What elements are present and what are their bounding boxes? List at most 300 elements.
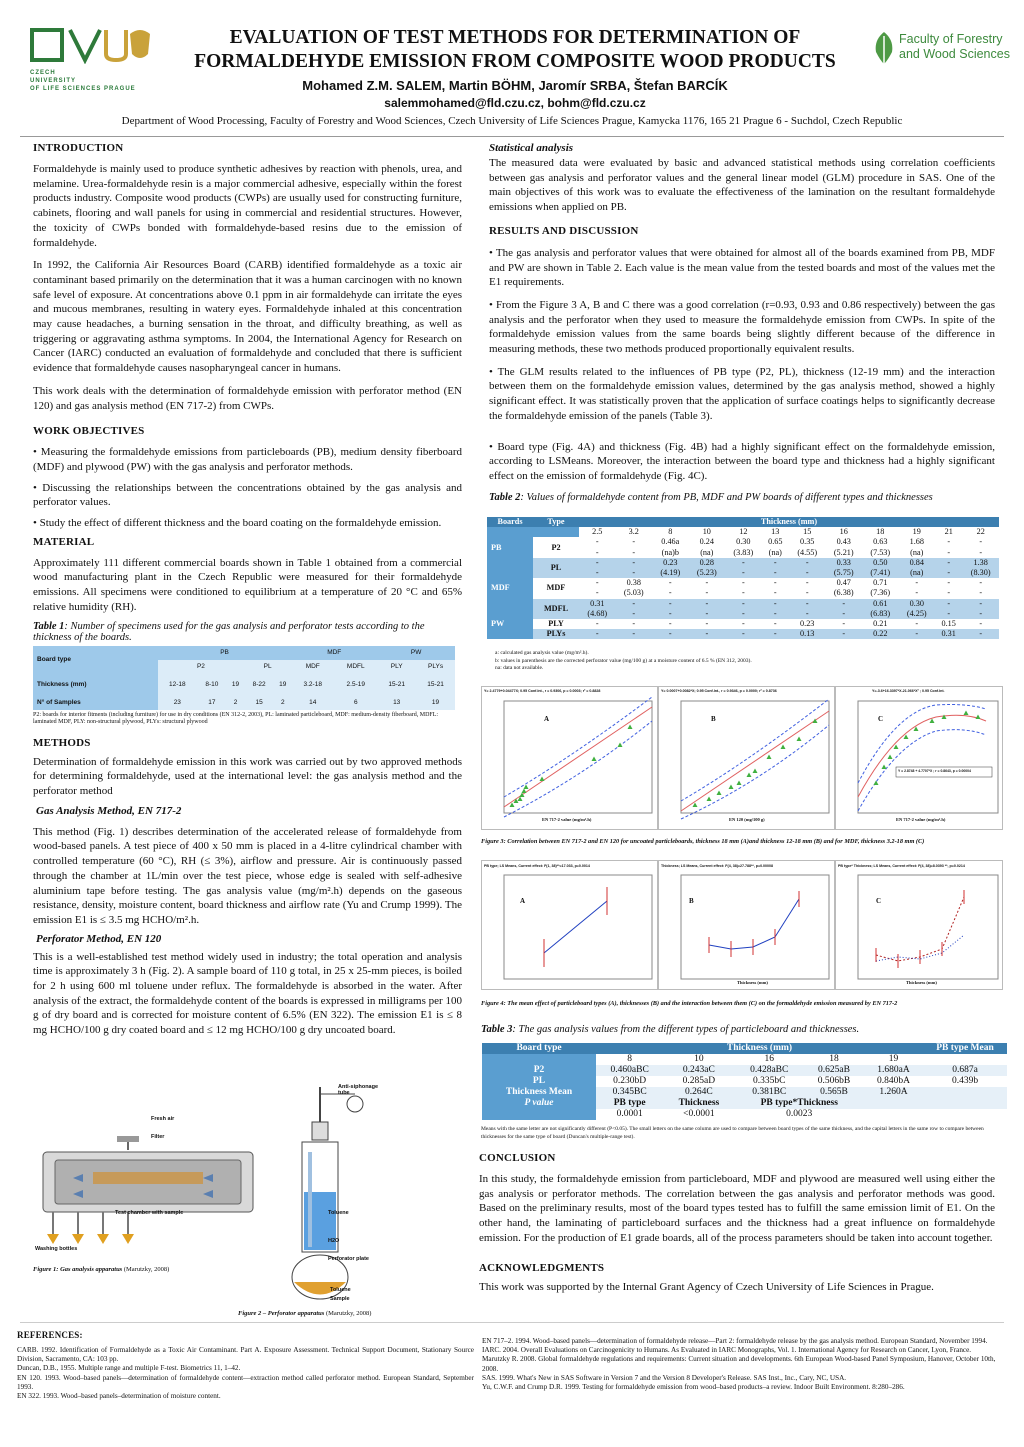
fig3c-letter: C [878, 715, 884, 723]
table2-cell: 0.35 [789, 537, 826, 547]
table2-cell: - [962, 578, 999, 588]
table2-cell: - [762, 568, 789, 578]
table2-cell: - [579, 568, 616, 578]
fig3a-letter: A [544, 715, 550, 723]
table2-type-label: MDFL [533, 599, 579, 619]
table2-cell: 0.31 [579, 599, 616, 609]
table2-cell: 0.63 [862, 537, 899, 547]
czu-logo [30, 24, 155, 92]
table2-cell: 1.38 [962, 558, 999, 568]
table2-cell: (4.68) [579, 609, 616, 619]
table2-cell: - [689, 619, 726, 629]
fig2-caption: Figure 2 – Perforator apparatus (Marutzky, 2008) [238, 1310, 372, 1317]
table2-type-label: PL [533, 558, 579, 578]
table2-cell: - [935, 599, 962, 609]
table2-cell: - [962, 619, 999, 629]
reference-item: EN 120. 1993. Wood–based panels—determination of formaldehyde content—extraction method called perforator method. European Standard, September 1993. [17, 1373, 474, 1391]
table2-notes [495, 650, 995, 673]
table3-p-val: <0.0001 [683, 1109, 715, 1119]
table3-mean-cell: 0.687a [952, 1065, 978, 1075]
table2-cell: - [616, 619, 653, 629]
table1-board-type-label: Board type [33, 646, 158, 674]
table2-cell: 0.61 [862, 599, 899, 609]
table1-type: PL [263, 663, 272, 671]
table1-cell: 14 [309, 699, 317, 707]
table2-cell: 0.13 [789, 629, 826, 639]
table3-cell: 0.345BC [612, 1087, 647, 1097]
right-column [489, 142, 995, 507]
table3-mean-cell [923, 1087, 1007, 1098]
conclusion-paragraph: In this study, the formaldehyde emission from particleboard, MDF and plywood are measured well using either the gas analysis or perforator methods. The correlation between the gas analysis and perforator methods was good. Based on the preliminary results, most of the board types tested has to fulfill the same emission limit of E1. On the other hand, the laminating of particleboard surfaces and the thickness had a great influence on formaldehyde emission. For the production of E1 grade boards, all of the process parameters should be taken into account together. [479, 1173, 995, 1244]
reference-item: IARC. 2004. Overall Evaluations on Carcinogenicity to Humans. As Evaluated in IARC Monographs, Vol. 1. International Agency for Research on Cancer, Lyon, France. [482, 1346, 972, 1355]
table1-cell: 6 [353, 699, 358, 707]
table3-thickness-cell: 8 [627, 1054, 633, 1064]
table2-head-boards: Boards [487, 517, 533, 527]
table2-type-label: PLY [533, 619, 579, 629]
fig3-panel-b-plot [659, 687, 834, 829]
table2-cell: - [725, 578, 762, 588]
table1-cell: 2 [280, 699, 285, 707]
table2-thickness-cell: 19 [899, 527, 936, 537]
fig4b-xlabel: Thickness (mm) [737, 980, 768, 985]
table3-cell: 1.260A [879, 1087, 908, 1097]
table2-board-label: PW [487, 619, 533, 629]
table1-cell: 19 [231, 681, 240, 689]
table2-cell: 0.65 [762, 537, 789, 547]
ack-heading: ACKNOWLEDGMENTS [479, 1261, 605, 1274]
table2-thickness-cell: 15 [789, 527, 826, 537]
table2-cell: - [725, 629, 762, 639]
fig1-label-chamber: Test chamber with sample [115, 1210, 184, 1216]
table2-cell: (5.23) [689, 568, 726, 578]
fig1-label-bottles: Washing bottles [35, 1246, 78, 1252]
conclusion-heading: CONCLUSION [479, 1152, 556, 1164]
fig3-panel-b [658, 686, 835, 830]
table3-row-label: P2 [482, 1065, 596, 1076]
table3-p-head: Thickness [678, 1098, 720, 1108]
stat-heading: Statistical analysis [489, 142, 574, 154]
fig2-label-sample: Sample [330, 1296, 350, 1302]
table2-cell: - [962, 609, 999, 619]
left-column [33, 142, 462, 1038]
perforator-method-paragraph: This is a well-established test method widely used in industry; the total operation and analysis time is approximately 3 h (Fig. 2). A sample board of 110 g total, in 25 x 25-mm pieces, is boiled for 2 h using 600 ml toluene under reflux. The formaldehyde is absorbed in the water. After analysis of the extract, the formaldehyde content of the boards is expressed in milligrams per 100 g of dry board and is corrected for moisture content of 6.5% (EN 322). The emission E1 is ≤ 8 mg HCHO/100 g dry coated board and ≤ 12 mg HCHO/100 g dry uncoated board. [33, 950, 462, 1037]
table2-cell: - [725, 619, 762, 629]
fig3-caption: Figure 3: Correlation between EN 717-2 and EN 120 for uncoated particleboards, thickness 18 mm (A)and thickness 12-18 mm (B) and for MDF, thickness 3.2-18 mm (C) [481, 838, 925, 845]
table3 [482, 1043, 1007, 1120]
table3-cell: 0.335bC [752, 1076, 786, 1086]
table2-cell: 0.23 [789, 619, 826, 629]
table2-board-label [487, 558, 533, 578]
table3-empty [923, 1054, 1007, 1065]
table2-cell: - [725, 609, 762, 619]
table2-cell: (5.75) [825, 568, 862, 578]
table1-cell: 15-21 [427, 681, 444, 689]
czu-logo-text: CZECH UNIVERSITY OF LIFE SCIENCES PRAGUE [30, 70, 136, 92]
table2-cell: - [579, 619, 616, 629]
table2-cell: - [935, 578, 962, 588]
table3-cell: 0.264C [685, 1087, 713, 1097]
fig2-label-siphon: Anti-siphonage tube [338, 1084, 379, 1096]
fig4a-title: PB type; LS Means, Current effect: F(1, 38)**=17.033, p=0.0014 [484, 864, 590, 868]
table2-cell: - [962, 588, 999, 598]
table3-cell: 0.460aBC [610, 1065, 649, 1075]
table3-cell: 0.243aC [682, 1065, 715, 1075]
fig3-panel-a-plot [482, 687, 657, 829]
table2-cell: - [616, 629, 653, 639]
table2-cell: (6.83) [862, 609, 899, 619]
fig4c-xlabel: Thickness (mm) [906, 980, 937, 985]
table2-cell: - [762, 578, 789, 588]
table3-cell: 0.506bB [817, 1076, 851, 1086]
table2-cell: (7.41) [862, 568, 899, 578]
table2-cell: 0.30 [899, 599, 936, 609]
table2-cell: - [789, 568, 826, 578]
results-bullet-4: • Board type (Fig. 4A) and thickness (Fig. 4B) had a highly significant effect on the formaldehyde emission, according to LSMeans. Moreover, the interaction between the board type and thickness had a highly significant effect on the emission of formaldehyde (Fig. 4C). [489, 440, 995, 482]
table2-cell: - [899, 619, 936, 629]
table1-samples-label: N° of Samples [33, 696, 158, 710]
table2-cell: (7.36) [862, 588, 899, 598]
emails: salemmohamed@fld.czu.cz, bohm@fld.czu.cz [384, 96, 646, 110]
perforator-apparatus-diagram [260, 1082, 380, 1307]
table2-cell: - [689, 609, 726, 619]
table1-group-pb: PB [158, 646, 291, 660]
table2-cell: 0.38 [616, 578, 653, 588]
table3-p-val: 0.0023 [786, 1109, 813, 1119]
intro-heading: INTRODUCTION [33, 142, 124, 154]
table2-cell: - [825, 619, 862, 629]
table2-cell: 0.47 [825, 578, 862, 588]
table2-cell: 0.30 [725, 537, 762, 547]
table2-cell: - [652, 629, 689, 639]
table1-cell: 17 [208, 699, 216, 707]
table2-cell: 0.24 [689, 537, 726, 547]
table3-mean-cell: 0.439b [951, 1076, 979, 1086]
authors: Mohamed Z.M. SALEM, Martin BÖHM, Jaromír SRBA, Štefan BARCÍK [302, 78, 728, 93]
table2-caption: Table 2: Values of formaldehyde content from PB, MDF and PW boards of different types and thicknesses [489, 491, 933, 503]
table2-type-label: PLYs [533, 629, 579, 639]
table2-type-label: MDF [533, 578, 579, 598]
fig3b-xlabel: EN 120 (mg/100 g) [729, 817, 765, 822]
table2-cell: - [616, 599, 653, 609]
table2-cell: - [616, 558, 653, 568]
table2-cell: 0.46a [652, 537, 689, 547]
figure2 [230, 1082, 470, 1322]
table2-cell: - [652, 578, 689, 588]
table2-cell: - [825, 599, 862, 609]
reference-item: Marutzky R. 2008. Global formaldehyde regulations and requirements: Current situation and developments. 6th European Wood-based Panel Symposium, Hanover, October 10th, 2008. [482, 1355, 996, 1373]
table1-cell: 15-21 [388, 681, 405, 689]
fig3-panel-c-plot [836, 687, 1002, 829]
table1-type: MDF [305, 663, 320, 671]
fig3a-equation: Y= 2.4779+0.04477X; 0.95 Conf.Int., r = 0.9306, p = 0.0003; r² = 0.8828 [484, 689, 601, 693]
references-left [17, 1330, 474, 1401]
table2-cell: - [935, 588, 962, 598]
table2-cell: 0.31 [935, 629, 962, 639]
table2-cell: - [935, 537, 962, 547]
table2-cell: - [762, 609, 789, 619]
fig2-label-plate: Perforator plate [328, 1256, 369, 1262]
table3-cell: 0.428aBC [750, 1065, 789, 1075]
table2-note-na: na: data not available. [495, 665, 544, 671]
results-heading: RESULTS AND DISCUSSION [489, 224, 639, 237]
table2-cell: 0.23 [652, 558, 689, 568]
reference-item: EN 717–2. 1994. Wood–based panels—determination of formaldehyde release—Part 2: formaldehyde release by the gas analysis method. European Standard, November 1994. [482, 1337, 988, 1345]
table2-cell: - [935, 609, 962, 619]
table2-cell: (na) [762, 548, 789, 558]
results-bullet-1: • The gas analysis and perforator values that were obtained for almost all of the boards examined from PB, MDF and PW are shown in Table 2. Each value is the mean value from the tested boards and most of the values met the E1 requirements. [489, 246, 995, 289]
table1-type: PLYs [428, 663, 444, 671]
results-bullet-3: • The GLM results related to the influences of PB type (P2, PL), thickness (12-19 mm) and the interaction between them on the formaldehyde emission values, determined by the gas analysis method, showed a highly significant effect. It was statistically proven that the application of surface coatings helps to significantly decrease the formaldehyde emission of the panels (Table 3). [489, 365, 995, 422]
table2-cell: - [725, 588, 762, 598]
table1 [33, 646, 455, 710]
table1-caption: Table 1: Number of specimens used for the gas analysis and perforator tests according to the thickness of the boards. [33, 620, 425, 643]
table2-thickness-cell: 22 [962, 527, 999, 537]
table1-type: PLY [390, 663, 403, 671]
table1-cell: 19 [431, 699, 440, 707]
table2-cell: (6.38) [825, 588, 862, 598]
fig3c-xlabel: EN 717-2 value (mg/m².h) [896, 817, 946, 822]
table1-cell: 3.2-18 [303, 681, 322, 689]
ack-paragraph: This work was supported by the Internal Grant Agency of Czech University of Life Sciences in Prague. [479, 1280, 934, 1293]
table3-note: Means with the same letter are not significantly different (P<0.05). The small letters on the same column are used to compare between board types of the same thickness, and the capital letters in the same row to compare between thicknesses for the same type of board (Duncan's multiple-range test). [481, 1126, 984, 1140]
references-right [482, 1337, 1002, 1392]
table2-cell: - [579, 578, 616, 588]
table2-cell: - [762, 599, 789, 609]
table2-cell: (4.55) [789, 548, 826, 558]
table2-cell: - [762, 619, 789, 629]
table2-cell: (5.03) [616, 588, 653, 598]
table1-group-pw: PW [377, 646, 455, 660]
table2-cell: - [652, 588, 689, 598]
table2-cell: - [579, 548, 616, 558]
table1-cell: 12-18 [169, 681, 186, 689]
fig3c-equation: Y=-3.6+16.3397*X-21.066*X² ; 0.95 Conf.Int. [872, 689, 945, 693]
fig2-label-water: H2O [328, 1238, 340, 1244]
table1-cell: 19 [279, 681, 287, 689]
table2-cell: - [762, 588, 789, 598]
fig1-label-filter: Filter [151, 1134, 165, 1140]
table3-thickness-cell: 16 [764, 1054, 774, 1064]
reference-item: EN 322. 1993. Wood–based panels–determination of moisture content. [17, 1392, 221, 1401]
table2-type-label: P2 [533, 537, 579, 557]
table2-cell: - [935, 558, 962, 568]
conclusion-section [479, 1152, 995, 1294]
table1-type: MDFL [346, 663, 365, 671]
table2-board-label [487, 599, 533, 619]
table2-cell: - [579, 629, 616, 639]
reference-item: SAS. 1999. What's New in SAS Software in Version 7 and the Version 8 Developer's Release. SAS Inst., Inc., Cary, NC, USA. [482, 1373, 847, 1382]
table2-cell: - [652, 599, 689, 609]
fig2-label-toluene2: Toluene [330, 1287, 351, 1293]
table2-cell: (na) [899, 548, 936, 558]
faculty-line1: Faculty of Forestry [899, 32, 1003, 46]
table3-p-val: 0.0001 [616, 1109, 643, 1119]
table3-row-label: PL [482, 1076, 596, 1087]
objective-3: • Study the effect of different thickness and the board coating on the formaldehyde emission. [33, 517, 442, 530]
table3-p-head: PB type [613, 1098, 646, 1108]
table2-cell: 1.68 [899, 537, 936, 547]
table2-cell: - [825, 629, 862, 639]
table2-note-a: a: calculated gas analysis value (mg/m².h). [495, 650, 589, 656]
fig4-panel-c [835, 860, 1003, 990]
table2-cell: - [652, 609, 689, 619]
stat-paragraph: The measured data were evaluated by basic and advanced statistical methods using correlation coefficients between gas analysis and perforator values and the general linear model (GLM) procedure in SAS. One of the main objectives of this work was to evaluate the effectiveness of the lamination on the resultant formaldehyde emissions when applied on PB. [489, 157, 995, 214]
fig3b-letter: B [711, 715, 716, 723]
objective-2: • Discussing the relationships between the concentrations obtained by the gas analysis and perforator values. [33, 481, 462, 509]
table1-cell: 8-10 [205, 681, 219, 689]
table3-cell: 0.285aD [682, 1076, 716, 1086]
table2-cell: (3.83) [725, 548, 762, 558]
table2-board-label: MDF [487, 578, 533, 598]
material-heading: MATERIAL [33, 535, 95, 548]
table2-cell: 0.84 [899, 558, 936, 568]
table2-cell: - [689, 578, 726, 588]
table2-thickness-cell: 13 [762, 527, 789, 537]
objective-1: • Measuring the formaldehyde emissions from particleboards (PB), medium density fiberboard (MDF) and plywood (PW) with the gas analysis and perforator methods. [33, 446, 462, 473]
table2-cell: - [962, 537, 999, 547]
table2-cell: - [616, 548, 653, 558]
department: Department of Wood Processing, Faculty of Forestry and Wood Sciences, Czech University of Life Sciences Prague, Kamycka 1176, 165 21 Prague 6 - Suchdol, Czech Republic [121, 115, 903, 127]
table2-cell: (na) [689, 548, 726, 558]
table2-thickness-cell: 18 [862, 527, 899, 537]
faculty-line2: and Wood Sciences [899, 47, 1010, 61]
table2-cell: - [689, 629, 726, 639]
fig3-panel-a [481, 686, 658, 830]
references-divider [20, 1322, 1004, 1323]
table2-cell: - [579, 537, 616, 547]
table2-thickness-cell: 16 [825, 527, 862, 537]
poster-title: EVALUATION OF TEST METHODS FOR DETERMINATION OF FORMALDEHYDE EMISSION FROM COMPOSITE WOOD PRODUCTS [194, 27, 836, 72]
table2-cell: (7.53) [862, 548, 899, 558]
table2-thickness-cell: 21 [935, 527, 962, 537]
table2-cell: - [789, 599, 826, 609]
table3-row-label: Thickness Mean [482, 1087, 596, 1098]
table2-cell: 0.15 [935, 619, 962, 629]
intro-paragraph-3: This work deals with the determination of formaldehyde emission with perforator method (EN 120) and gas analysis method (EN 717-2) from CWPs. [33, 384, 462, 412]
table2-cell: - [899, 578, 936, 588]
table3-cell: 0.381BC [752, 1087, 787, 1097]
methods-paragraph: Determination of formaldehyde emission in this work was carried out by two approved methods for determining formaldehyde, used at the international level: the gas analysis method and the perforator method [33, 755, 462, 797]
results-bullet-2: • From the Figure 3 A, B and C there was a good correlation (r=0.93, 0.93 and 0.86 respectively) between the gas analysis and the perforator when they used to measure the formaldehyde emission from CWPs. In spite of the formaldehyde emission values from the same boards being slightly different because of the difference in measuring methods, these two methods produced proportionally equivalent results. [489, 298, 995, 356]
table2-cell: - [899, 588, 936, 598]
table3-head-board: Board type [482, 1043, 596, 1054]
fig4b-title: Thickness; LS Means, Current effect: F(4, 38)=27.788**, p=0.00008 [661, 864, 774, 868]
table2-cell: 0.43 [825, 537, 862, 547]
material-paragraph: Approximately 111 different commercial boards shown in Table 1 obtained from a commercial wood manufacturing plant in the Czech Republic were measured for their formaldehyde emissions. All specimens were conditioned to equilibrium at a temperature of 20 °C and 65% relative humidity (RH). [33, 556, 462, 613]
figure4 [481, 858, 1005, 990]
table2-cell: 0.21 [862, 619, 899, 629]
table2-thickness-cell: 10 [689, 527, 726, 537]
table3-cell: 1.680aA [877, 1065, 910, 1075]
table2-cell: - [725, 568, 762, 578]
fig4-panel-b-plot [659, 861, 834, 989]
table2-thickness-cell: 12 [725, 527, 762, 537]
table3-cell: 0.840bA [877, 1076, 911, 1086]
table3-head-thickness: Thickness (mm) [596, 1043, 923, 1054]
table2-head-thickness: Thickness (mm) [579, 517, 999, 527]
table3-p-label: P value [482, 1098, 596, 1109]
table2-cell: - [789, 558, 826, 568]
table2-cell: - [616, 537, 653, 547]
table1-cell: 2.5-19 [346, 681, 365, 689]
table2 [487, 517, 999, 639]
table2-thickness-cell: 8 [652, 527, 689, 537]
fig4-panel-a-plot [482, 861, 657, 989]
table2-cell: - [789, 578, 826, 588]
table1-cell: 2 [233, 699, 238, 707]
table2-thickness-cell: 3.2 [616, 527, 653, 537]
table2-cell: 0.22 [862, 629, 899, 639]
table1-cell: 15 [255, 699, 263, 707]
faculty-logo [872, 30, 1022, 70]
table2-cell: - [616, 568, 653, 578]
table1-cell: 8-22 [252, 681, 266, 689]
table2-cell: (na)b [652, 548, 689, 558]
table2-head-type: Type [533, 517, 579, 527]
table3-p-head: PB type*Thickness [760, 1098, 838, 1108]
fig1-label-fresh-air: Fresh air [151, 1116, 175, 1122]
tree-icon [872, 30, 896, 66]
table1-footnote: P2: boards for interior fitments (including furniture) for use in dry conditions (EN 312-2, 2003), PL: laminated particleboard, MDF: medium-density fiberboard, MDFL: laminated MDF, PLY: non-structural plywood, PLYs: structural plywood [33, 711, 439, 726]
fig4-panel-c-plot [836, 861, 1002, 989]
table2-cell: 0.71 [862, 578, 899, 588]
table3-thickness-cell: 18 [829, 1054, 839, 1064]
table3-cell: 0.230bD [613, 1076, 647, 1086]
table2-cell: - [789, 588, 826, 598]
intro-paragraph-1: Formaldehyde is mainly used to produce synthetic adhesives by reaction with phenols, urea, and melamine. Urea-formaldehyde resin is a major commercial adhesive, especially within the forest products industry. Composite wood products (CWPs) are usually used for constructing furniture, cabinets, flooring and wall panels for using in commercial and residential structures. However, the toxicity of CWPs bonded with formaldehyde-based resins due to the emission of formaldehyde. [33, 163, 462, 249]
fig4-caption: Figure 4: The mean effect of particleboard types (A), thicknesses (B) and the interaction between them (C) on the formaldehyde emission measured by EN 717-2 [481, 1000, 898, 1007]
table2-cell: (na) [899, 568, 936, 578]
fig4a-letter: A [520, 897, 526, 905]
fig3c-equation-2: Y = 2.8748 + 4.7707*X ; r = 0.8643, p = 0.00004 [898, 769, 971, 773]
fig3-panel-c [835, 686, 1003, 830]
objectives-heading: WORK OBJECTIVES [33, 425, 145, 438]
table2-cell: - [962, 599, 999, 609]
table3-head-mean: PB type Mean [923, 1043, 1007, 1054]
table2-cell: - [725, 599, 762, 609]
header-divider [20, 136, 1004, 137]
table2-cell: - [789, 609, 826, 619]
fig3b-equation: Y= 0.0007+0.0082*X; 0.95 Conf.Int., r = 0.9346, p = 0.0000; r² = 0.8736 [661, 689, 777, 693]
table2-cell: - [935, 568, 962, 578]
fig1-caption: Figure 1: Gas analysis apparatus (Marutzky, 2008) [33, 1266, 170, 1273]
table3-thickness-cell: 19 [888, 1054, 899, 1064]
table2-cell: - [762, 629, 789, 639]
table2-cell: - [689, 599, 726, 609]
table2-cell: - [899, 629, 936, 639]
table2-cell: - [962, 629, 999, 639]
intro-paragraph-2: In 1992, the California Air Resources Board (CARB) identified formaldehyde as a toxic air contaminant based primarily on the determination that it was a human carcinogen with no known safe level of exposure. At concentrations above 0.1 ppm in air formaldehyde can irritate the eyes and mucous membranes, resulting in watery eyes. Formaldehyde inhaled at this concentration may cause headaches, a burning sensation in the throat, and difficulty breathing, as well as triggering or aggravating asthma symptoms. In 2004, the International Agency for Research on Cancer (IARC) conducted an evaluation of formaldehyde and concluded that there is sufficient evidence that formaldehyde causes nasopharyngeal cancer in humans. [33, 259, 462, 375]
table2-cell: (4.25) [899, 609, 936, 619]
table2-cell: (4.19) [652, 568, 689, 578]
fig4-panel-a [481, 860, 658, 990]
figure3 [481, 684, 1005, 834]
table2-cell: - [689, 588, 726, 598]
gas-method-heading: Gas Analysis Method, EN 717-2 [36, 804, 182, 817]
table1-cell: 23 [173, 699, 181, 707]
table2-cell: 0.33 [825, 558, 862, 568]
fig4-panel-b [658, 860, 835, 990]
table1-group-mdf: MDF [291, 646, 377, 660]
table1-type: P2 [196, 663, 205, 671]
fig4b-letter: B [689, 897, 694, 905]
table2-cell: - [962, 548, 999, 558]
references-heading: REFERENCES: [17, 1330, 83, 1340]
fig3a-xlabel: EN 717-2 value (mg/m².h) [542, 817, 592, 822]
gas-method-paragraph: This method (Fig. 1) describes determination of the accelerated release of formaldehyde from wood-based panels. A test piece of 400 x 50 mm is placed in a 4-litre cylindrical chamber with controlled temperature (60 °C), RH (≤ 3%), airflow and pressure. Air is continuously passed through the chamber at 1L/min over the test piece, whose edge is sealed with self-adhesive aluminium tape before testing. The gas analysis value (mg/m².h) depends on the gaseous resistance, density, moisture content, board thickness and airflow rate (Yu and Crump 1999). The emission E1 is ≤ 3.5 mg HCHO/m².h. [33, 825, 462, 926]
table2-cell: - [725, 558, 762, 568]
table3-thickness-cell: 10 [694, 1054, 704, 1064]
